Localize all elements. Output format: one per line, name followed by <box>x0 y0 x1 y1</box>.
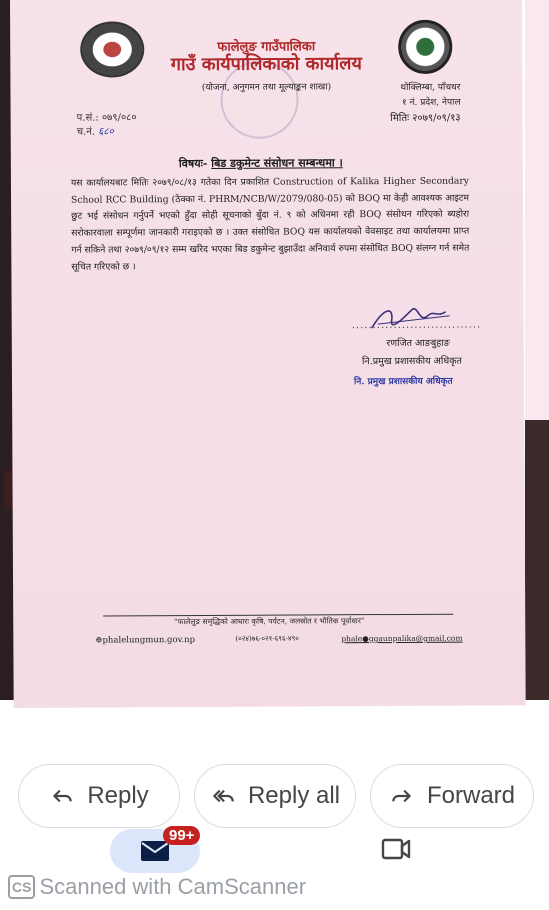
subject-label: विषयः- <box>178 156 208 171</box>
section-name: (योजना, अनुगमन तथा मूल्याङ्कन शाखा) <box>201 82 332 93</box>
letter-body: यस कार्यालयबाट मितिः २०७९/०८/१३ गतेका दिन प्रकाशित Construction of Kalika Higher Secondary School RCC Building (ठेक्का नं. PHRM/NCB/W/2079/080-05) को BOQ मा केही आवश्यक आइटम छुट भई संसोधन गर्नुपर्ने भएको हुँदा सोही सूचनाको बुँदा नं. ९ को अधिनमा रही BOQ संसोधन गरिएको ब्यहोरा सरोकारवाला सम्पूर्णमा जानकारी गराइएको छ । उक्त संसोधित BOQ यस कार्यालयको वेवसाइट तथा कार्यालयमा प्राप्त गर्न सकिने तथा २०७९/०९/१२ सम्म खरिद भएका बिड डकुमेन्ट बुझाउँदा अनिवार्य रुपमा संसोधित BOQ संलग्न गर्न समेत सूचित गरिएको छ । <box>70 175 470 273</box>
website-text: phalelungmun.gov.np <box>102 635 196 646</box>
footer-email: phale●ggaunpalika@gmail.com <box>341 633 463 644</box>
chalani-label: च.नं. <box>76 126 95 138</box>
nav-meet-tab[interactable] <box>380 836 412 866</box>
reply-all-arrow-icon <box>210 783 236 809</box>
forward-label: Forward <box>426 782 516 809</box>
watermark-text: Scanned with CamScanner <box>39 874 307 899</box>
globe-icon: ⊕ <box>95 635 103 646</box>
signer-title: नि.प्रमुख प्रशासकीय अधिकृत <box>361 355 462 368</box>
address-line-2: १ नं. प्रदेश, नेपाल <box>401 97 461 108</box>
office-title: गाउँ कार्यपालिकाको कार्यालय <box>170 53 362 76</box>
camscanner-watermark <box>8 874 306 900</box>
footer-slogan: "फालेलुङ समृद्धिको आधारः कृषि, पर्यटन, जलस्रोत र भौतिक पूर्वाधार" <box>174 616 365 627</box>
scan-background-right <box>525 0 549 700</box>
scanned-letter <box>10 0 526 708</box>
patra-sankhya: प.सं.: ०७९/०८० <box>76 112 137 124</box>
letter-subject <box>179 155 343 171</box>
letter-date: मितिः २०७९/०९/१३ <box>390 112 461 125</box>
chalani-value: ६८० <box>98 126 114 138</box>
reply-all-button[interactable] <box>194 764 356 828</box>
subject-text: बिड डकुमेन्ट संसोधन सम्बन्धमा । <box>211 156 343 170</box>
video-camera-icon <box>380 836 412 862</box>
forward-button[interactable] <box>370 764 534 828</box>
mail-icon <box>140 840 170 862</box>
signer-name: रणजित आङबुहाङ <box>386 337 450 350</box>
footer-website <box>95 635 195 646</box>
reply-button[interactable] <box>18 764 180 828</box>
signature-line: ............................... <box>351 319 482 332</box>
signature-icon <box>364 298 454 338</box>
reply-arrow-icon <box>49 783 75 809</box>
chalani-number <box>77 123 114 137</box>
unread-count-badge: 99+ <box>163 826 200 845</box>
footer-phone: (०२४)७६-०२१-६९६-४९० <box>235 634 299 643</box>
official-stamp: नि. प्रमुख प्रशासकीय अधिकृत <box>353 376 453 388</box>
address-line-1: थोक्लिम्बा, पाँचथर <box>400 82 461 93</box>
reply-label: Reply <box>87 782 149 809</box>
municipality-name: फालेलुङ गाउँपालिका <box>217 39 316 55</box>
reply-all-label: Reply all <box>247 782 341 809</box>
camscanner-logo-icon: CS <box>8 875 35 899</box>
forward-arrow-icon <box>389 783 415 809</box>
